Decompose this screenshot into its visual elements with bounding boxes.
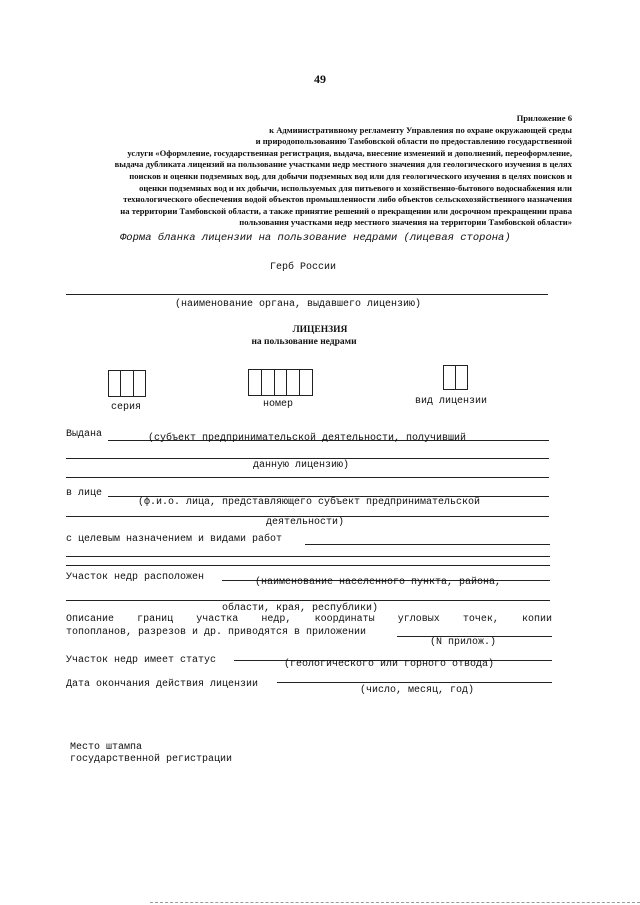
description-line-2: топопланов, разрезов и др. приводятся в приложении [66,627,367,638]
purpose-label: с целевым назначением и видами работ [66,534,283,545]
expiry-hint: (число, месяц, год) [360,685,475,696]
issuer-hint: (наименование органа, выдавшего лицензию) [175,299,422,310]
appendix-line: и природопользованию Тамбовской области по предоставлению государственной [255,136,572,147]
person-hint-2: деятельности) [266,517,345,528]
number-cell[interactable] [249,370,262,395]
stamp-line-1: Место штампа [70,742,143,753]
appendix-title: Приложение 6 [516,113,572,123]
issued-hint-1: (субъект предпринимательской деятельности, получивший [148,433,467,444]
expiry-label: Дата окончания действия лицензии [66,679,259,690]
purpose-line-2[interactable] [66,556,550,557]
license-type-cell[interactable] [444,366,456,389]
purpose-line-3[interactable] [66,565,550,566]
description-line-1: Описание границ участка недр, координаты угловых точек, копии [66,614,552,625]
series-cell[interactable] [134,371,145,396]
number-cell[interactable] [287,370,300,395]
appendix-line: оценки подземных вод и их добычи, используемых для питьевого и хозяйственно-бытового водоснабжения или [139,182,572,193]
location-hint-1: (наименование населенного пункта, района, [255,577,502,588]
license-type-label: вид лицензии [415,396,488,407]
series-label: серия [111,402,142,413]
issued-line-3[interactable] [66,477,549,478]
number-cell[interactable] [275,370,288,395]
license-title: ЛИЦЕНЗИЯ [292,325,348,335]
appendix-line: технологического обеспечения водой объектов промышленности либо объектов сельскохозяйственного назначения [123,194,572,205]
person-hint-1: (ф.и.о. лица, представляющего субъект предпринимательской [138,497,481,508]
location-hint-2: области, края, республики) [222,603,379,614]
location-line-2[interactable] [66,600,550,601]
series-cell[interactable] [121,371,133,396]
number-box[interactable] [248,369,313,396]
appendix-no-hint: (N прилож.) [430,637,497,648]
license-subtitle: на пользование недрами [251,337,357,347]
appendix-line: на территории Тамбовской области, а также принятие решений о прекращении или досрочном прекращении права [120,205,572,216]
issued-line-2[interactable] [66,458,549,459]
series-box[interactable] [108,370,146,397]
appendix-line: выдача дубликата лицензий на пользование участками недр местного значения для геологического изучения в целях [114,159,572,170]
issuer-line [66,294,548,295]
license-type-box[interactable] [443,365,468,390]
series-cell[interactable] [109,371,121,396]
status-label: Участок недр имеет статус [66,655,217,666]
scan-edge-line [150,902,640,903]
license-type-cell[interactable] [456,366,467,389]
page-number: 49 [314,72,326,86]
appendix-line: услуги «Оформление, государственная регистрация, выдача, внесение изменений и дополнений, переоформление, [127,147,572,158]
issued-hint-2: данную лицензию) [253,460,350,471]
issued-label: Выдана [66,429,103,440]
number-cell[interactable] [300,370,312,395]
appendix-line: к Административному регламенту Управления по охране окружающей среды [269,124,572,135]
status-hint: (геологического или горного отвода) [284,659,495,670]
stamp-line-2: государственной регистрации [70,754,233,765]
form-caption: Форма бланка лицензии на пользование недрами (лицевая сторона) [120,232,511,244]
location-label: Участок недр расположен [66,572,205,583]
number-label: номер [263,399,294,410]
number-cell[interactable] [262,370,275,395]
coat-of-arms-placeholder: Герб России [270,262,337,273]
appendix-line: пользования участками недр местного значения на территории Тамбовской области» [239,217,572,228]
appendix-line: поисков и оценки подземных вод, для добычи подземных вод или для геологического изучения в целях поисков и [129,170,572,181]
purpose-line[interactable] [305,544,550,545]
expiry-line[interactable] [277,682,552,683]
person-label: в лице [66,488,103,499]
appendix-block [115,113,572,229]
